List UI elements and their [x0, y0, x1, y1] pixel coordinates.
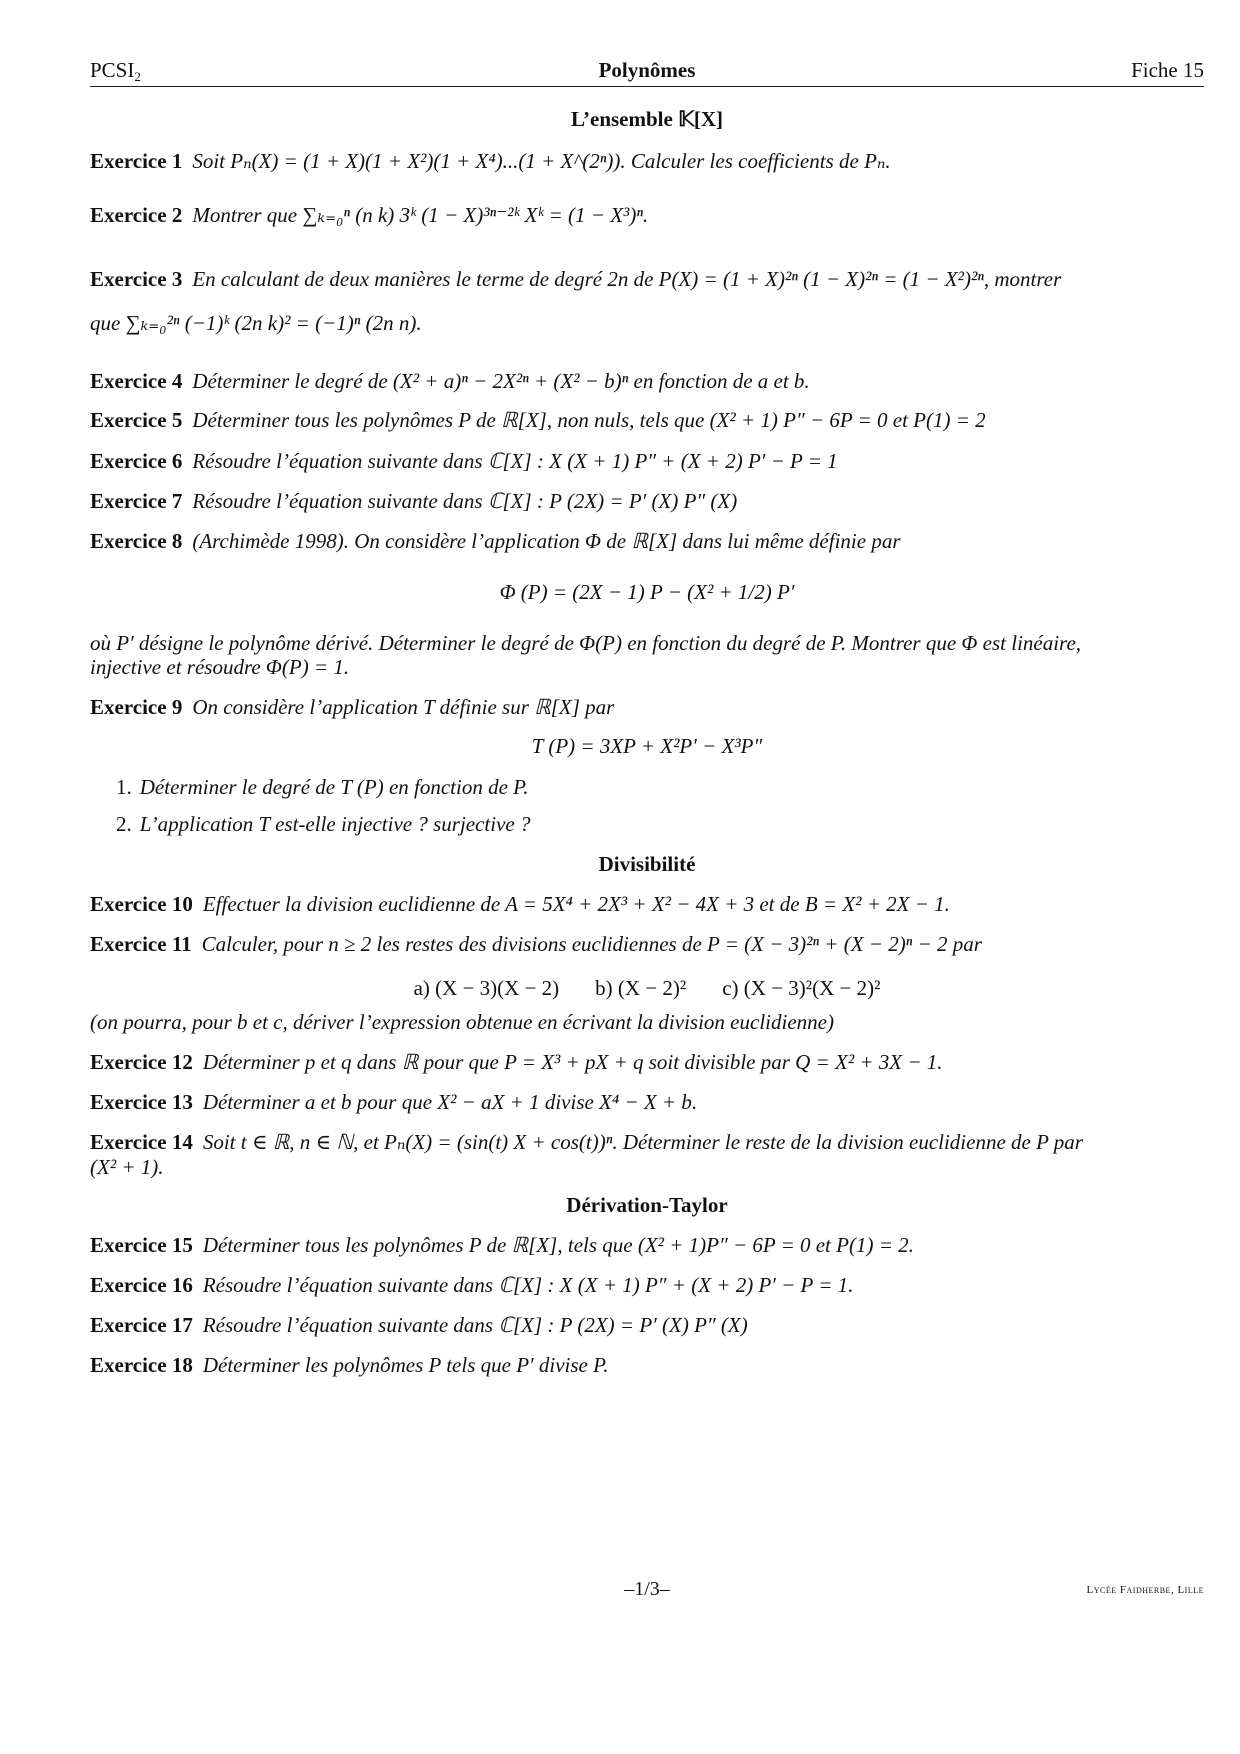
exercise-11-options: a) (X − 3)(X − 2) b) (X − 2)² c) (X − 3)²(X − 2)²	[413, 976, 881, 1000]
section-title-divisibilite: Divisibilité	[598, 852, 696, 876]
exercise-12: Exercice 12 Déterminer p et q dans ℝ pour que P = X³ + pX + q soit divisible par Q = X² + 3X − 1.	[90, 1050, 943, 1074]
exercise-18: Exercice 18 Déterminer les polynômes P tels que P′ divise P.	[90, 1353, 609, 1377]
exercise-9-item-1: 1. Déterminer le degré de T (P) en fonction de P.	[116, 775, 529, 799]
exercise-9-item-2: 2. L’application T est-elle injective ? surjective ?	[116, 812, 531, 836]
exercise-17: Exercice 17 Résoudre l’équation suivante dans ℂ[X] : P (2X) = P′ (X) P″ (X)	[90, 1313, 748, 1337]
exercise-1: Exercice 1 Soit Pₙ(X) = (1 + X)(1 + X²)(1 + X⁴)...(1 + X^(2ⁿ)). Calculer les coefficients de Pₙ.	[90, 149, 891, 173]
exercise-8-cont2: injective et résoudre Φ(P) = 1.	[90, 655, 350, 679]
exercise-16: Exercice 16 Résoudre l’équation suivante dans ℂ[X] : X (X + 1) P″ + (X + 2) P′ − P = 1.	[90, 1273, 854, 1297]
exercise-8-formula: Φ (P) = (2X − 1) P − (X² + 1/2) P′	[499, 580, 795, 604]
exercise-3: Exercice 3 En calculant de deux manières le terme de degré 2n de P(X) = (1 + X)²ⁿ (1 − X)²ⁿ = (1 − X²)²ⁿ, montrer	[90, 267, 1062, 291]
exercise-5: Exercice 5 Déterminer tous les polynômes P de ℝ[X], non nuls, tels que (X² + 1) P″ − 6P = 0 et P(1) = 2	[90, 408, 986, 432]
exercise-8-cont: où P′ désigne le polynôme dérivé. Déterminer le degré de Φ(P) en fonction du degré de P. Montrer que Φ est linéaire,	[90, 631, 1082, 655]
exercise-10: Exercice 10 Effectuer la division euclidienne de A = 5X⁴ + 2X³ + X² − 4X + 3 et de B = X² + 2X − 1.	[90, 892, 950, 916]
exercise-2: Exercice 2 Montrer que ∑ₖ₌₀ⁿ (n k) 3ᵏ (1 − X)³ⁿ⁻²ᵏ Xᵏ = (1 − X³)ⁿ.	[90, 203, 649, 227]
exercise-9: Exercice 9 On considère l’application T définie sur ℝ[X] par	[90, 695, 615, 719]
school-name: Lycée Faidherbe, Lille	[1086, 1584, 1204, 1596]
exercise-11-note: (on pourra, pour b et c, dériver l’expression obtenue en écrivant la division euclidienne)	[90, 1010, 834, 1034]
header-title: Polynômes	[598, 58, 696, 82]
exercise-4: Exercice 4 Déterminer le degré de (X² + a)ⁿ − 2X²ⁿ + (X² − b)ⁿ en fonction de a et b.	[90, 369, 810, 393]
exercise-3-cont: que ∑ₖ₌₀²ⁿ (−1)ᵏ (2n k)² = (−1)ⁿ (2n n).	[90, 311, 422, 335]
exercise-8: Exercice 8 (Archimède 1998). On considère l’application Φ de ℝ[X] dans lui même définie par	[90, 529, 901, 553]
section-title-derivation: Dérivation-Taylor	[566, 1193, 728, 1217]
exercise-7: Exercice 7 Résoudre l’équation suivante dans ℂ[X] : P (2X) = P′ (X) P″ (X)	[90, 489, 738, 513]
exercise-15: Exercice 15 Déterminer tous les polynômes P de ℝ[X], tels que (X² + 1)P″ − 6P = 0 et P(1) = 2.	[90, 1233, 914, 1257]
exercise-14: Exercice 14 Soit t ∈ ℝ, n ∈ ℕ, et Pₙ(X) = (sin(t) X + cos(t))ⁿ. Déterminer le reste de la division euclidienne de P par	[90, 1130, 1083, 1154]
exercise-14-cont: (X² + 1).	[90, 1155, 164, 1179]
page-number: –1/3–	[624, 1578, 670, 1600]
exercise-11: Exercice 11 Calculer, pour n ≥ 2 les restes des divisions euclidiennes de P = (X − 3)²ⁿ + (X − 2)ⁿ − 2 par	[90, 932, 982, 956]
exercise-13: Exercice 13 Déterminer a et b pour que X² − aX + 1 divise X⁴ − X + b.	[90, 1090, 698, 1114]
page-header	[90, 58, 1204, 87]
exercise-9-formula: T (P) = 3XP + X²P′ − X³P″	[531, 734, 763, 758]
header-sheet-number: Fiche 15	[1131, 58, 1204, 82]
header-class: $PCSI_2$	[90, 58, 141, 84]
exercise-6: Exercice 6 Résoudre l’équation suivante dans ℂ[X] : X (X + 1) P″ + (X + 2) P′ − P = 1	[90, 449, 838, 473]
section-title-ensemble: L’ensemble 𝕂[X]	[570, 107, 724, 131]
